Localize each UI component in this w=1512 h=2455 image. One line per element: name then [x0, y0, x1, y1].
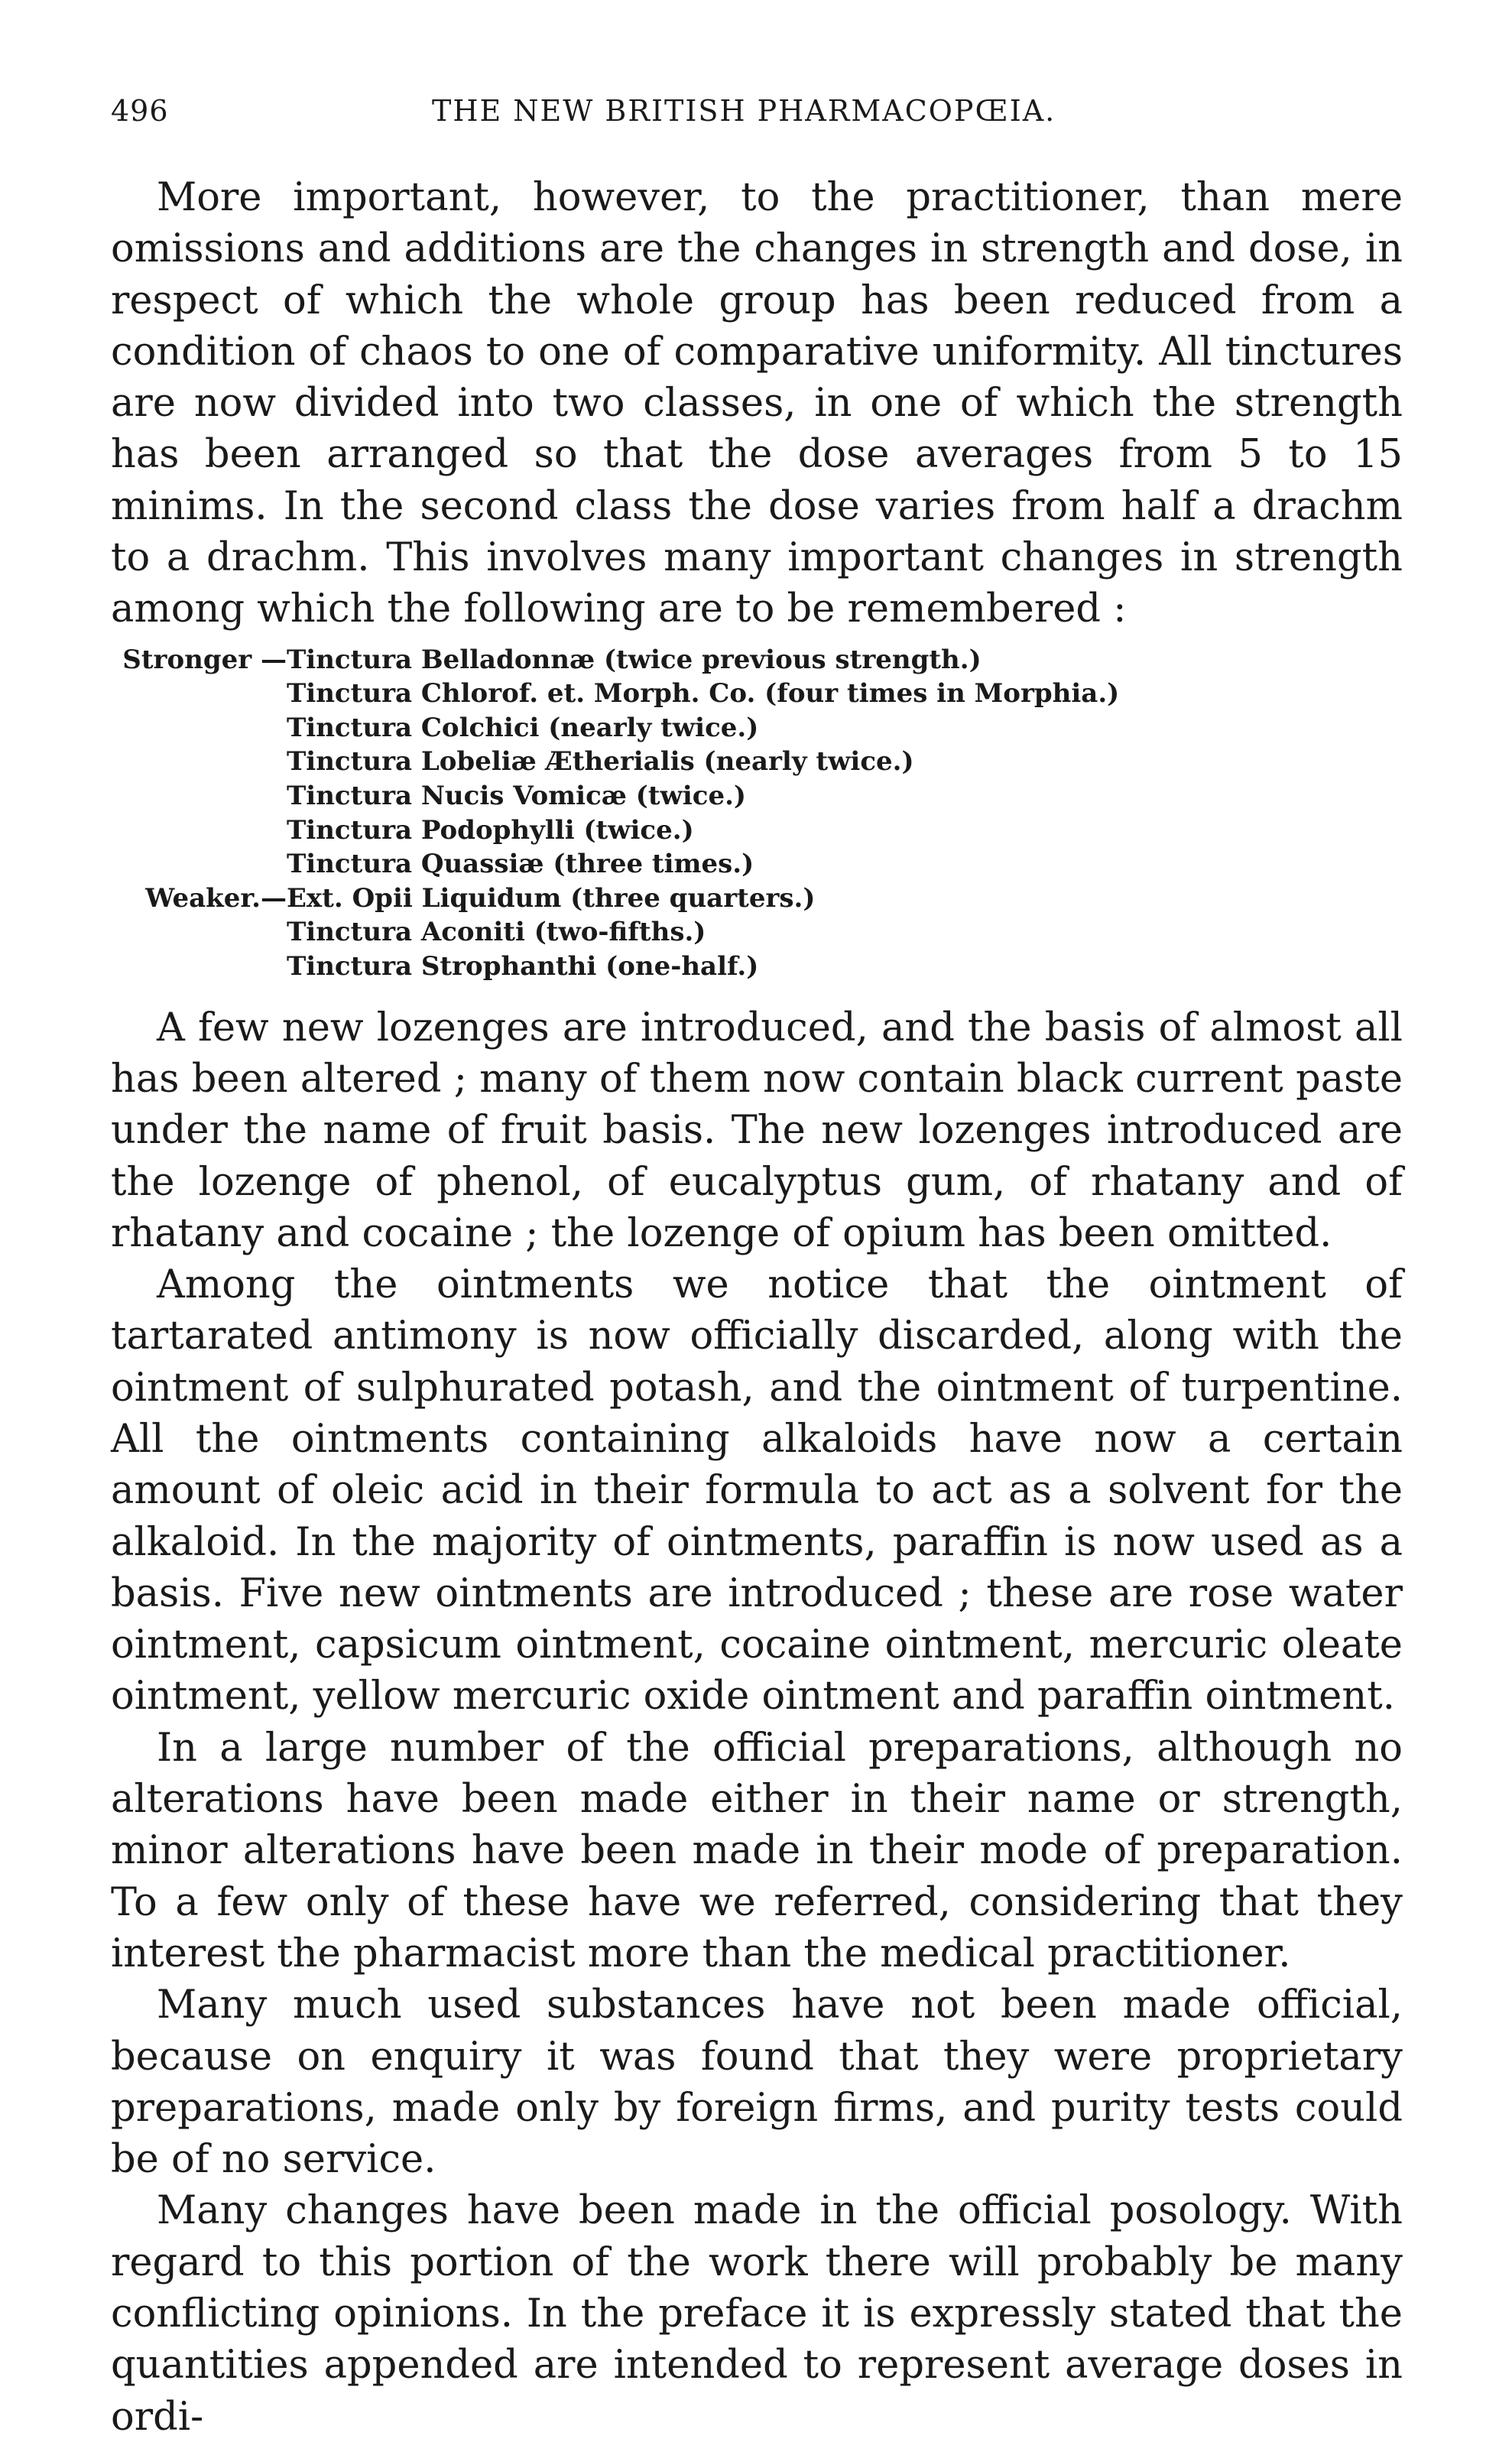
- list-label: [111, 915, 287, 950]
- list-item-text: Tinctura Podophylli (twice.): [287, 814, 694, 846]
- list-item-text: Tinctura Quassiæ (three times.): [287, 849, 754, 880]
- running-head: [111, 88, 1403, 134]
- list-item-text: Tinctura Colchici (nearly twice.): [287, 712, 759, 743]
- list-item-text: Tinctura Nucis Vomicæ (twice.): [287, 781, 746, 812]
- list-item: [111, 847, 1403, 882]
- paragraph-substances: Many much used substances have not been made official, because on enquiry it was found that they were proprietary preparations, made only by foreign firms, and purity tests could be of no service.: [111, 1983, 1403, 2183]
- tincture-strength-list: [111, 643, 1403, 984]
- list-label: Stronger —: [122, 644, 287, 675]
- list-item: [111, 813, 1403, 848]
- list-label: [111, 950, 287, 984]
- list-item: [111, 745, 1403, 779]
- paragraph-preparations: In a large number of the official preparations, although no alterations have been made either in their name or strength, minor alterations have been made in their mode of preparation. To a few only of these have we referred, considering that they interest the pharmacist more than the medical practitioner.: [111, 1725, 1403, 1976]
- list-item-text: Tinctura Chlorof. et. Morph. Co. (four times in Morphia.): [287, 678, 1120, 710]
- paragraph-tinctures: More important, however, to the practitioner, than mere omissions and additions are the changes in strength and dose, in respect of which the whole group has been reduced from a condition of chaos to one of comparative uniformity. All tinctures are now divided into two classes, in one of which the strength has been arranged so that the dose averages from 5 to 15 minims. In the second class the dose varies from half a drachm to a drachm. This involves many important changes in strength among which the following are to be remembered :: [111, 175, 1403, 632]
- paragraph-posology: Many changes have been made in the official posology. With regard to this portion of the work there will probably be many conflicting opinions. In the preface it is expressly stated that the quantities appended are intended to represent average doses in ordi-: [111, 2188, 1403, 2440]
- list-item-text: Tinctura Lobeliæ Ætherialis (nearly twice.): [287, 746, 914, 778]
- list-item: [111, 711, 1403, 745]
- list-label: [111, 779, 287, 813]
- list-item: [111, 882, 1403, 916]
- list-item: [111, 643, 1403, 677]
- list-item: [111, 950, 1403, 984]
- list-label: [111, 711, 287, 745]
- list-item: [111, 677, 1403, 711]
- page-number: 496: [111, 94, 169, 128]
- list-label: Weaker.—: [145, 882, 287, 914]
- list-label: [111, 813, 287, 848]
- list-item-text: Tinctura Belladonnæ (twice previous strength.): [287, 644, 982, 675]
- list-item-text: Ext. Opii Liquidum (three quarters.): [287, 882, 816, 914]
- running-title: THE NEW BRITISH PHARMACOPŒIA.: [432, 94, 1056, 128]
- body-text: [111, 172, 1403, 2443]
- list-label: [111, 847, 287, 882]
- list-item: [111, 915, 1403, 950]
- paragraph-ointments: Among the ointments we notice that the ointment of tartarated antimony is now officially discarded, along with the ointment of sulphurated potash, and the ointment of turpentine. All the ointments containing alkaloids have now a certain amount of oleic acid in their formula to act as a solvent for the alkaloid. In the majority of ointments, paraffin is now used as a basis. Five new ointments are introduced ; these are rose water ointment, capsicum ointment, cocaine ointment, mercuric oleate ointment, yellow mercuric oxide ointment and paraffin ointment.: [111, 1262, 1403, 1719]
- list-label: [111, 677, 287, 711]
- paragraph-lozenges: A few new lozenges are introduced, and the basis of almost all has been altered ; many of them now contain black current paste under the name of fruit basis. The new lozenges introduced are the lozenge of phenol, of eucalyptus gum, of rhatany and of rhatany and cocaine ; the lozenge of opium has been omitted.: [111, 1005, 1403, 1256]
- list-label: [111, 745, 287, 779]
- list-item-text: Tinctura Strophanthi (one-half.): [287, 951, 759, 982]
- list-item: [111, 779, 1403, 813]
- list-item-text: Tinctura Aconiti (two-fifths.): [287, 917, 706, 948]
